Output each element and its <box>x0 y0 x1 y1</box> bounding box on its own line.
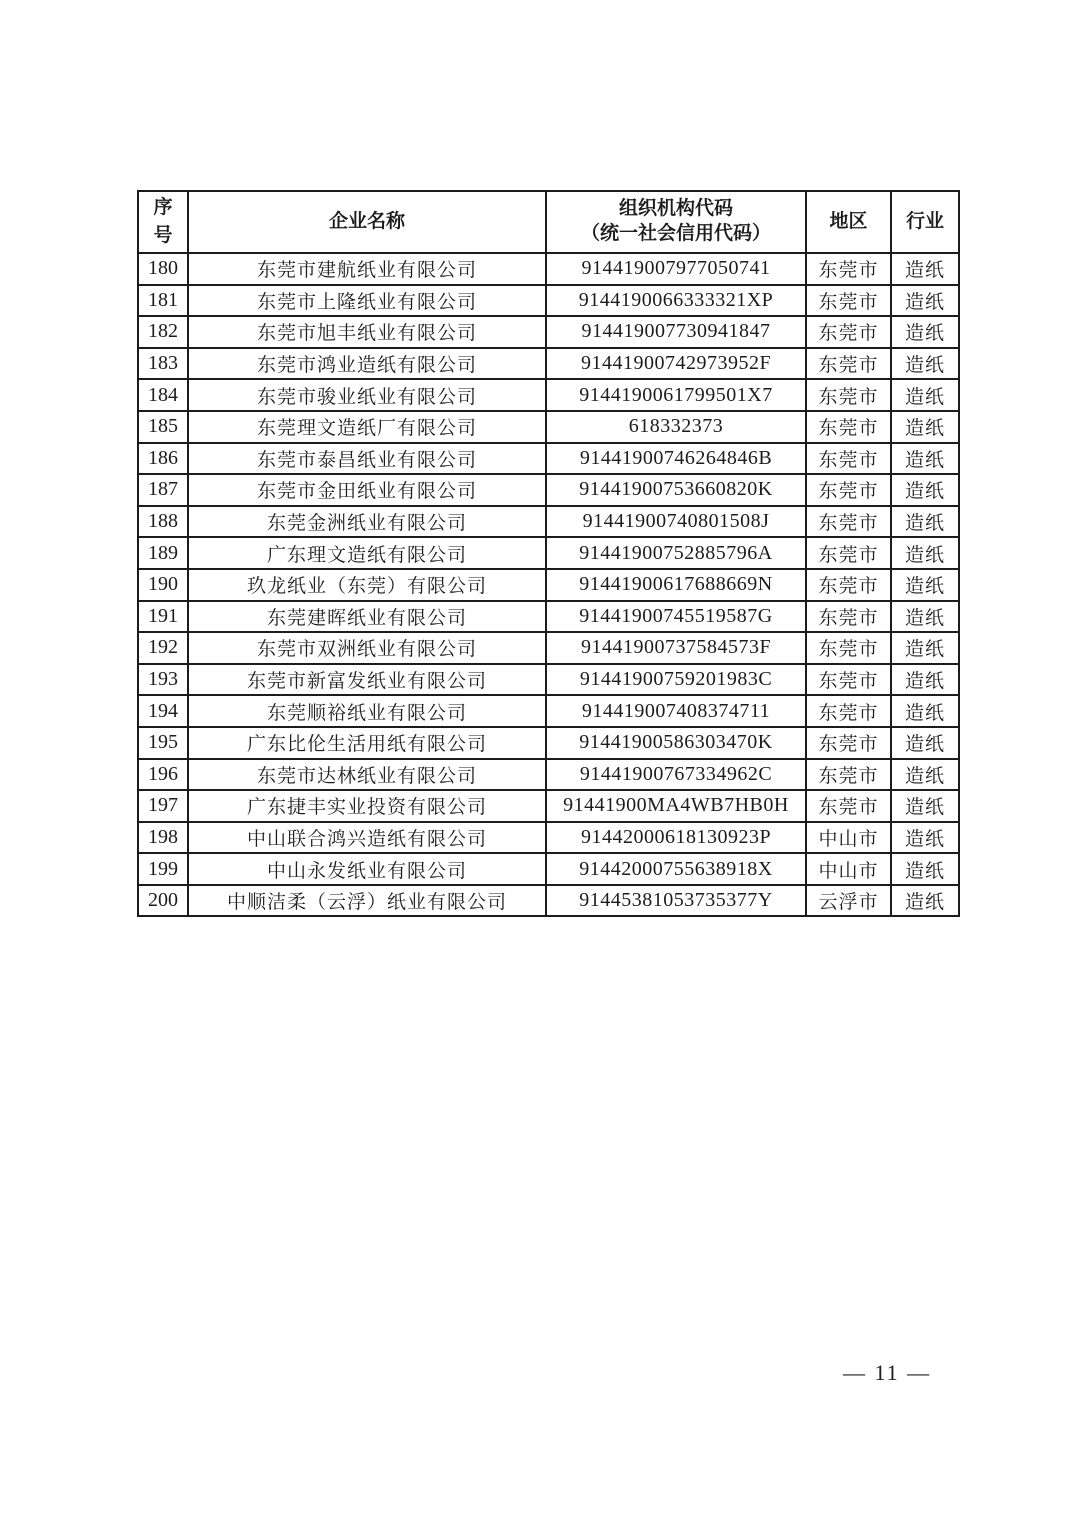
industry-cell: 造纸 <box>891 316 959 348</box>
table-row <box>138 411 959 443</box>
industry-cell: 造纸 <box>891 664 959 696</box>
table-row <box>138 853 959 885</box>
company-cell: 中山永发纸业有限公司 <box>188 853 546 885</box>
region-cell: 东莞市 <box>806 759 891 791</box>
company-cell: 东莞市新富发纸业有限公司 <box>188 664 546 696</box>
region-cell: 东莞市 <box>806 348 891 380</box>
company-cell: 东莞市泰昌纸业有限公司 <box>188 443 546 475</box>
column-header-region-label: 地区 <box>829 210 868 232</box>
table-row <box>138 759 959 791</box>
region-cell: 中山市 <box>806 822 891 854</box>
company-cell: 东莞市金田纸业有限公司 <box>188 474 546 506</box>
industry-cell: 造纸 <box>891 632 959 664</box>
industry-cell: 造纸 <box>891 253 959 285</box>
company-cell: 中山联合鸿兴造纸有限公司 <box>188 822 546 854</box>
index-cell: 181 <box>138 285 188 317</box>
index-cell: 186 <box>138 443 188 475</box>
company-cell: 玖龙纸业（东莞）有限公司 <box>188 569 546 601</box>
industry-cell: 造纸 <box>891 885 959 917</box>
index-cell: 187 <box>138 474 188 506</box>
code-cell: 91445381053735377Y <box>546 885 806 917</box>
region-cell: 云浮市 <box>806 885 891 917</box>
table-row <box>138 601 959 633</box>
code-cell: 9144190061799501X7 <box>546 379 806 411</box>
company-cell: 东莞理文造纸厂有限公司 <box>188 411 546 443</box>
table-row <box>138 506 959 538</box>
index-cell: 190 <box>138 569 188 601</box>
column-header-industry-label: 行业 <box>905 210 944 232</box>
company-cell: 东莞市骏业纸业有限公司 <box>188 379 546 411</box>
industry-cell: 造纸 <box>891 853 959 885</box>
table-row <box>138 885 959 917</box>
column-header-company-label: 企业名称 <box>328 210 405 232</box>
index-cell: 184 <box>138 379 188 411</box>
industry-cell: 造纸 <box>891 569 959 601</box>
code-cell: 914419007408374711 <box>546 695 806 727</box>
table-row <box>138 664 959 696</box>
code-cell: 91442000755638918X <box>546 853 806 885</box>
table-row <box>138 253 959 285</box>
index-cell: 195 <box>138 727 188 759</box>
column-header-code-line2: （统一社会信用代码） <box>580 223 771 244</box>
index-cell: 188 <box>138 506 188 538</box>
industry-cell: 造纸 <box>891 537 959 569</box>
region-cell: 东莞市 <box>806 790 891 822</box>
index-cell: 199 <box>138 853 188 885</box>
code-cell: 91441900753660820K <box>546 474 806 506</box>
company-cell: 东莞市建航纸业有限公司 <box>188 253 546 285</box>
table-row <box>138 569 959 601</box>
company-table <box>137 190 960 917</box>
region-cell: 东莞市 <box>806 727 891 759</box>
code-cell: 9144190066333321XP <box>546 285 806 317</box>
region-cell: 东莞市 <box>806 316 891 348</box>
code-cell: 91441900767334962C <box>546 759 806 791</box>
code-cell: 91441900737584573F <box>546 632 806 664</box>
table-row <box>138 474 959 506</box>
region-cell: 东莞市 <box>806 443 891 475</box>
company-cell: 东莞顺裕纸业有限公司 <box>188 695 546 727</box>
index-cell: 194 <box>138 695 188 727</box>
index-cell: 192 <box>138 632 188 664</box>
company-cell: 广东捷丰实业投资有限公司 <box>188 790 546 822</box>
industry-cell: 造纸 <box>891 759 959 791</box>
company-cell: 东莞市上隆纸业有限公司 <box>188 285 546 317</box>
index-cell: 182 <box>138 316 188 348</box>
region-cell: 中山市 <box>806 853 891 885</box>
table-row <box>138 285 959 317</box>
table-row <box>138 790 959 822</box>
table-row <box>138 537 959 569</box>
industry-cell: 造纸 <box>891 506 959 538</box>
company-cell: 广东理文造纸有限公司 <box>188 537 546 569</box>
code-cell: 91442000618130923P <box>546 822 806 854</box>
column-header-region <box>806 191 891 253</box>
code-cell: 91441900746264846B <box>546 443 806 475</box>
region-cell: 东莞市 <box>806 253 891 285</box>
company-cell: 东莞市双洲纸业有限公司 <box>188 632 546 664</box>
region-cell: 东莞市 <box>806 632 891 664</box>
region-cell: 东莞市 <box>806 411 891 443</box>
column-header-code-line1: 组织机构代码 <box>618 198 733 220</box>
table-row <box>138 379 959 411</box>
column-header-company <box>188 191 546 253</box>
table-row <box>138 316 959 348</box>
column-header-index <box>138 191 188 253</box>
code-cell: 91441900742973952F <box>546 348 806 380</box>
industry-cell: 造纸 <box>891 790 959 822</box>
index-cell: 198 <box>138 822 188 854</box>
header-row <box>138 191 959 253</box>
company-cell: 东莞建晖纸业有限公司 <box>188 601 546 633</box>
index-cell: 183 <box>138 348 188 380</box>
code-cell: 914419007730941847 <box>546 316 806 348</box>
industry-cell: 造纸 <box>891 474 959 506</box>
table-row <box>138 727 959 759</box>
column-header-industry <box>891 191 959 253</box>
industry-cell: 造纸 <box>891 727 959 759</box>
industry-cell: 造纸 <box>891 443 959 475</box>
column-header-index-label: 序号 <box>153 197 173 246</box>
company-cell: 东莞市鸿业造纸有限公司 <box>188 348 546 380</box>
code-cell: 914419007977050741 <box>546 253 806 285</box>
region-cell: 东莞市 <box>806 601 891 633</box>
code-cell: 91441900740801508J <box>546 506 806 538</box>
company-cell: 广东比伦生活用纸有限公司 <box>188 727 546 759</box>
industry-cell: 造纸 <box>891 695 959 727</box>
table-row <box>138 443 959 475</box>
company-cell: 东莞市达林纸业有限公司 <box>188 759 546 791</box>
index-cell: 180 <box>138 253 188 285</box>
company-cell: 东莞金洲纸业有限公司 <box>188 506 546 538</box>
table-row <box>138 695 959 727</box>
index-cell: 200 <box>138 885 188 917</box>
code-cell: 91441900617688669N <box>546 569 806 601</box>
company-cell: 中顺洁柔（云浮）纸业有限公司 <box>188 885 546 917</box>
table-body <box>138 253 959 916</box>
region-cell: 东莞市 <box>806 569 891 601</box>
code-cell: 91441900752885796A <box>546 537 806 569</box>
industry-cell: 造纸 <box>891 285 959 317</box>
index-cell: 193 <box>138 664 188 696</box>
column-header-code <box>546 191 806 253</box>
index-cell: 197 <box>138 790 188 822</box>
code-cell: 91441900586303470K <box>546 727 806 759</box>
industry-cell: 造纸 <box>891 348 959 380</box>
code-cell: 618332373 <box>546 411 806 443</box>
industry-cell: 造纸 <box>891 601 959 633</box>
industry-cell: 造纸 <box>891 379 959 411</box>
industry-cell: 造纸 <box>891 411 959 443</box>
code-cell: 91441900745519587G <box>546 601 806 633</box>
region-cell: 东莞市 <box>806 285 891 317</box>
footer-page-number: — 11 — <box>843 1360 932 1385</box>
table-row <box>138 632 959 664</box>
code-cell: 91441900MA4WB7HB0H <box>546 790 806 822</box>
region-cell: 东莞市 <box>806 537 891 569</box>
region-cell: 东莞市 <box>806 695 891 727</box>
index-cell: 185 <box>138 411 188 443</box>
index-cell: 196 <box>138 759 188 791</box>
region-cell: 东莞市 <box>806 506 891 538</box>
company-cell: 东莞市旭丰纸业有限公司 <box>188 316 546 348</box>
industry-cell: 造纸 <box>891 822 959 854</box>
index-cell: 189 <box>138 537 188 569</box>
code-cell: 91441900759201983C <box>546 664 806 696</box>
region-cell: 东莞市 <box>806 379 891 411</box>
region-cell: 东莞市 <box>806 474 891 506</box>
region-cell: 东莞市 <box>806 664 891 696</box>
table-row <box>138 348 959 380</box>
table-header <box>138 191 959 253</box>
index-cell: 191 <box>138 601 188 633</box>
table-row <box>138 822 959 854</box>
